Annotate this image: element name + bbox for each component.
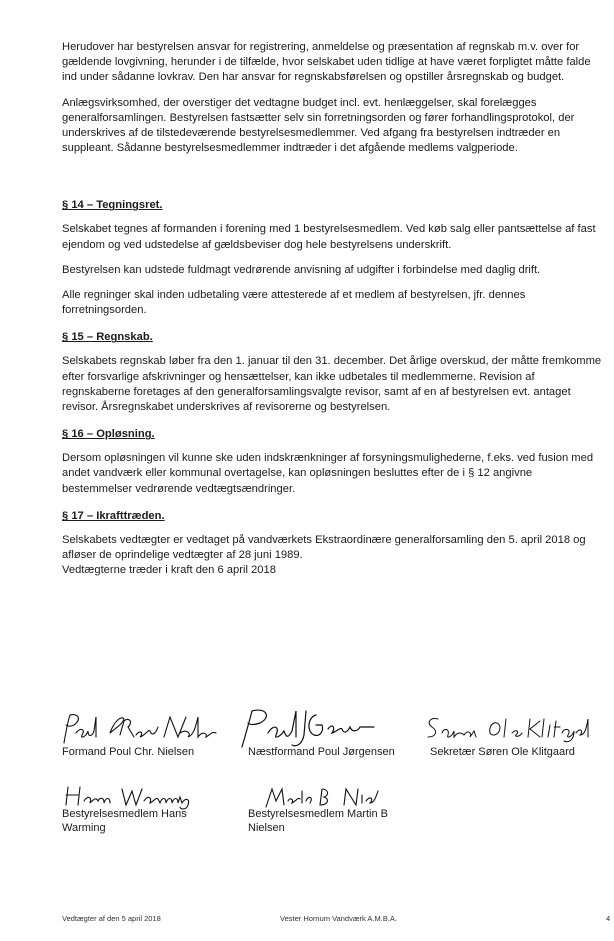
- section-17-line: Vedtægterne træder i kraft den 6 april 2018: [62, 564, 276, 577]
- member2-signature: [262, 785, 382, 809]
- signature-block: [0, 705, 614, 855]
- intro-paragraph: Herudover har bestyrelsen ansvar for registrering, anmeldelse og præsentation af regnskab m.v. over for gældende lovgivning, herunder i de tilfælde, hvor selskabet uden tidlige at have været forpligtet måtte falde ind under sådanne lovkrav. Den har ansvar for regnskabsførelsen og opstiller årsregnskab og budget.: [62, 41, 591, 84]
- intro-paragraph: Anlægsvirksomhed, der overstiger det vedtagne budget incl. evt. henlæggelser, skal forelægges generalforsamlingen. Bestyrelsen fastsætter selv sin forretningsorden og fører forhandlingsprotokol, der underskrives af de tilstedeværende bestyrelsesmedlemmer. Ved afgang fra bestyrelsen indtræder en suppleant. Sådanne bestyrelsesmedlemmer indtræder i det afgående medlems valgperiode.: [62, 96, 575, 155]
- footer-organization: Vester Hornum Vandværk A.M.B.A.: [280, 914, 397, 923]
- section-14-paragraph: Alle regninger skal inden udbetaling være attesterede af et medlem af bestyrelsen, jfr. dennes forretningsorden.: [62, 289, 526, 317]
- section-15-paragraph: Selskabets regnskab løber fra den 1. januar til den 31. december. Det årlige overskud, der måtte fremkomme efter forsvarlige afskrivninger og hensættelser, kan ikke udbetales til medlemmerne. Revision af regnskaberne foretages af den generalforsamlingsvalgte revisor, samt af en af bestyrelsen evt. antaget revisor. Årsregnskabet underskrives af revisorerne og bestyrelsen.: [62, 355, 602, 414]
- member1-caption-line: Bestyrelsesmedlem Hans: [62, 808, 187, 820]
- document-body: [62, 40, 602, 578]
- footer-document-date: Vedtægter af den 5 april 2018: [62, 914, 161, 923]
- section-14-paragraph: Selskabet tegnes af formanden i forening med 1 bestyrelsesmedlem. Ved køb salg eller pantsættelse af fast ejendom og ved udstedelse af gældsbeviser dog hele bestyrelsens underskrift.: [62, 223, 596, 251]
- section-15-heading: § 15 – Regnskab.: [62, 331, 153, 344]
- section-16-paragraph: Dersom opløsningen vil kunne ske uden indskrænkninger af forsyningsmulighederne, f.eks. ved fusion med andet vandværk eller kommunal overtagelse, kan opløsningen besluttes efter de i § 12 angivne bestemmelser vedrørende vedtægtsændringer.: [62, 452, 594, 495]
- section-14-paragraph: Bestyrelsen kan udstede fuldmagt vedrørende anvisning af udgifter i forbindelse med daglig drift.: [62, 263, 541, 276]
- page-number: 4: [606, 914, 611, 923]
- section-17-line: Selskabets vedtægter er vedtaget på vandværkets Ekstraordinære generalforsamling den 5. april 2018 og afløser de oprindelige vedtægter af 28 juni 1989.: [62, 533, 586, 562]
- section-14-heading: § 14 – Tegningsret.: [62, 199, 163, 212]
- member1-signature: [62, 783, 202, 809]
- vice-chairman-signature: [238, 707, 378, 749]
- section-17-heading: § 17 – Ikrafttræden.: [62, 509, 165, 522]
- vice-chairman-caption: Næstformand Poul Jørgensen: [248, 746, 395, 758]
- member2-caption: [248, 807, 388, 835]
- chairman-signature: [60, 711, 220, 747]
- secretary-caption: Sekretær Søren Ole Klitgaard: [430, 746, 575, 758]
- member1-caption: [62, 807, 187, 835]
- secretary-signature: [424, 715, 594, 743]
- page-footer: [0, 914, 614, 928]
- section-16-heading: § 16 – Opløsning.: [62, 428, 155, 441]
- member2-caption-line: Nielsen: [248, 822, 285, 834]
- member1-caption-line: Warming: [62, 822, 106, 834]
- member2-caption-line: Bestyrelsesmedlem Martin B: [248, 808, 388, 820]
- chairman-caption: Formand Poul Chr. Nielsen: [62, 746, 195, 758]
